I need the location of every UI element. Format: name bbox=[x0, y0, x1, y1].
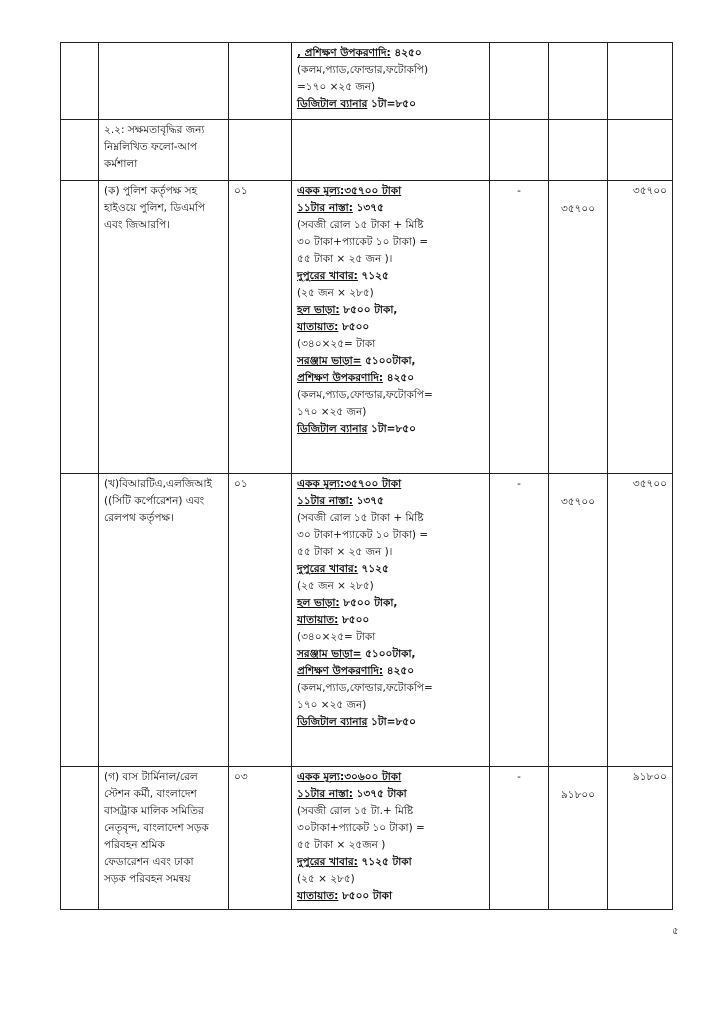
detail-text: ৮৫০০ টাকা bbox=[338, 890, 393, 902]
detail-line bbox=[297, 336, 484, 353]
detail-line bbox=[297, 421, 484, 438]
detail-text: ১টা=৮৫০ bbox=[367, 716, 416, 728]
detail-label: দুপুরের খাবার: bbox=[297, 563, 358, 575]
detail-text: ৮৫০০ bbox=[338, 614, 370, 626]
detail-line bbox=[297, 663, 484, 680]
column-5-cell: - bbox=[490, 474, 549, 767]
detail-line bbox=[297, 404, 484, 421]
detail-line bbox=[297, 888, 484, 905]
detail-line bbox=[297, 646, 484, 663]
detail-line bbox=[297, 578, 484, 595]
detail-line bbox=[297, 476, 484, 493]
description-cell bbox=[99, 474, 229, 767]
column-5-cell bbox=[490, 43, 549, 120]
detail-text: (কলম,প্যাড,ফোল্ডার,ফটোকপি) bbox=[297, 64, 429, 76]
detail-line bbox=[297, 302, 484, 319]
serial-cell bbox=[61, 43, 99, 120]
detail-label: সরঞ্জাম ভাড়া= bbox=[297, 648, 362, 660]
details-cell bbox=[292, 474, 490, 767]
detail-line bbox=[297, 629, 484, 646]
description-line: (গ) বাস টার্মিনাল/রেল bbox=[104, 771, 198, 783]
detail-text: ৭১২৫ bbox=[357, 270, 389, 282]
quantity-cell bbox=[229, 43, 292, 120]
description-line: ২.২: সক্ষমতাবৃদ্ধির জন্য bbox=[104, 124, 205, 136]
budget-table bbox=[60, 42, 673, 910]
description-line: (ক) পুলিশ কর্তৃপক্ষ সহ bbox=[104, 185, 198, 197]
quantity-cell: ০১ bbox=[229, 474, 292, 767]
total-cell bbox=[608, 43, 673, 120]
detail-line bbox=[297, 268, 484, 285]
budget-table-body bbox=[61, 43, 673, 910]
column-6-cell: ৩৫৭০০ bbox=[549, 181, 608, 474]
column-5-cell bbox=[490, 120, 549, 181]
detail-label: দুপুরের খাবার: bbox=[297, 270, 358, 282]
description-line: সড়ক পরিবহন সমন্বয় bbox=[104, 873, 191, 885]
detail-label: ১১টার নাস্তা: bbox=[297, 495, 353, 507]
detail-line bbox=[297, 769, 484, 786]
detail-label: , প্রশিক্ষণ উপকরণাদি: bbox=[297, 47, 391, 59]
table-row bbox=[61, 120, 673, 181]
description-cell bbox=[99, 181, 229, 474]
details-cell bbox=[292, 767, 490, 910]
detail-line bbox=[297, 854, 484, 871]
column-6-cell bbox=[549, 120, 608, 181]
detail-line bbox=[297, 45, 484, 62]
detail-text: ৩০ টাকা+প্যাকেট ১০ টাকা) = bbox=[297, 529, 429, 541]
detail-text: (২৫ জন × ২৮৫) bbox=[297, 580, 374, 592]
detail-text: (৩৪০×২৫= টাকা bbox=[297, 631, 376, 643]
detail-line bbox=[297, 697, 484, 714]
serial-cell bbox=[61, 767, 99, 910]
detail-text: (৩৪০×২৫= টাকা bbox=[297, 338, 376, 350]
detail-label: ডিজিটাল ব্যানার bbox=[297, 98, 368, 110]
detail-text: ৫১০০টাকা, bbox=[361, 648, 416, 660]
description-cell bbox=[99, 767, 229, 910]
detail-line bbox=[297, 680, 484, 697]
detail-text: ১৩৭৫ টাকা bbox=[352, 788, 407, 800]
total-cell: ৩৫৭০০ bbox=[608, 474, 673, 767]
page-number: ৫ bbox=[672, 926, 679, 937]
column-6-cell: ৩৫৭০০ bbox=[549, 474, 608, 767]
detail-label: হল ভাড়া: bbox=[297, 304, 340, 316]
detail-text: (সবজী রোল ১৫ টাকা + মিষ্টি bbox=[297, 512, 424, 524]
description-line: বাসট্রাক মালিক সমিতির bbox=[104, 805, 204, 817]
detail-text: ৪২৫০ bbox=[390, 47, 422, 59]
detail-text: ৭১২৫ bbox=[357, 563, 389, 575]
details-cell bbox=[292, 181, 490, 474]
detail-text: ৫৫ টাকা × ২৫জন ) bbox=[297, 839, 386, 851]
detail-label: যাতায়াত: bbox=[297, 321, 339, 333]
detail-line bbox=[297, 353, 484, 370]
detail-label: হল ভাড়া: bbox=[297, 597, 340, 609]
detail-line bbox=[297, 803, 484, 820]
detail-label: দুপুরের খাবার: bbox=[297, 856, 358, 868]
description-line: নিম্নলিখিত ফলো-আপ bbox=[104, 141, 197, 153]
description-line: ফেডারেশন এবং ঢাকা bbox=[104, 856, 194, 868]
description-line: হাইওয়ে পুলিশ, ডিএমপি bbox=[104, 202, 206, 214]
detail-line bbox=[297, 510, 484, 527]
detail-line bbox=[297, 79, 484, 96]
detail-text: ৮৫০০ টাকা, bbox=[339, 304, 398, 316]
detail-label: ডিজিটাল ব্যানার bbox=[297, 423, 368, 435]
detail-line bbox=[297, 561, 484, 578]
detail-label: প্রশিক্ষণ উপকরণাদি: bbox=[297, 665, 384, 677]
detail-text: ১৭০ ×২৫ জন) bbox=[297, 699, 367, 711]
detail-text: ৩০টাকা+প্যাকেট ১০ টাকা) = bbox=[297, 822, 425, 834]
details-cell bbox=[292, 43, 490, 120]
detail-label: ১১টার নাস্তা: bbox=[297, 202, 353, 214]
detail-text: ৫৫ টাকা × ২৫ জন )। bbox=[297, 253, 393, 265]
detail-line bbox=[297, 183, 484, 200]
detail-text: ৪২৫০ bbox=[383, 665, 415, 677]
column-5-cell: - bbox=[490, 181, 549, 474]
quantity-cell: ০১ bbox=[229, 181, 292, 474]
serial-cell bbox=[61, 181, 99, 474]
column-6-cell: ৯১৮০০ bbox=[549, 767, 608, 910]
detail-label: যাতায়াত: bbox=[297, 890, 339, 902]
details-cell bbox=[292, 120, 490, 181]
description-line: পরিবহন শ্রমিক bbox=[104, 839, 165, 851]
detail-text: ৭১২৫ টাকা bbox=[357, 856, 412, 868]
detail-text: =১৭০ ×২৫ জন) bbox=[297, 81, 376, 93]
detail-line bbox=[297, 62, 484, 79]
detail-label: প্রশিক্ষণ উপকরণাদি: bbox=[297, 372, 384, 384]
description-line: রেলপথ কর্তৃপক্ষ। bbox=[104, 512, 174, 524]
description-line: (খ)বিআরটিএ,এলজিআই bbox=[104, 478, 212, 490]
description-line: স্টেশন কর্মী, বাংলাদেশ bbox=[104, 788, 197, 800]
detail-label: সরঞ্জাম ভাড়া= bbox=[297, 355, 362, 367]
detail-line bbox=[297, 871, 484, 888]
detail-text: (সবজী রোল ১৫ টাকা + মিষ্টি bbox=[297, 219, 424, 231]
detail-text: ৮৫০০ bbox=[338, 321, 370, 333]
column-6-cell bbox=[549, 43, 608, 120]
serial-cell bbox=[61, 120, 99, 181]
quantity-cell bbox=[229, 120, 292, 181]
description-line: ((সিটি কর্পোরেশন) এবং bbox=[104, 495, 205, 507]
detail-text: ১টা=৮৫০ bbox=[367, 98, 416, 110]
detail-line bbox=[297, 493, 484, 510]
total-cell: ৩৫৭০০ bbox=[608, 181, 673, 474]
detail-text: ১৭০ ×২৫ জন) bbox=[297, 406, 367, 418]
detail-text: ১৩৭৫ bbox=[352, 495, 384, 507]
detail-line bbox=[297, 96, 484, 113]
detail-line bbox=[297, 612, 484, 629]
detail-text: (সবজী রোল ১৫ টা.+ মিষ্টি bbox=[297, 805, 414, 817]
detail-text: ৮৫০০ টাকা, bbox=[339, 597, 398, 609]
detail-line bbox=[297, 251, 484, 268]
detail-text: ৫৫ টাকা × ২৫ জন )। bbox=[297, 546, 393, 558]
column-5-cell: - bbox=[490, 767, 549, 910]
detail-line bbox=[297, 595, 484, 612]
detail-line bbox=[297, 714, 484, 731]
table-row bbox=[61, 474, 673, 767]
detail-line bbox=[297, 200, 484, 217]
description-line: এবং জিআরপি। bbox=[104, 219, 170, 231]
detail-label: ডিজিটাল ব্যানার bbox=[297, 716, 368, 728]
detail-line bbox=[297, 370, 484, 387]
detail-line bbox=[297, 544, 484, 561]
detail-line bbox=[297, 527, 484, 544]
detail-text: ৩০ টাকা+প্যাকেট ১০ টাকা) = bbox=[297, 236, 429, 248]
quantity-cell: ০৩ bbox=[229, 767, 292, 910]
description-cell bbox=[99, 120, 229, 181]
detail-line bbox=[297, 837, 484, 854]
total-cell bbox=[608, 120, 673, 181]
detail-label: যাতায়াত: bbox=[297, 614, 339, 626]
detail-line bbox=[297, 786, 484, 803]
description-line: নেতৃবৃন্দ, বাংলাদেশ সড়ক bbox=[104, 822, 209, 834]
detail-label: একক মূল্য:৩৫৭০০ টাকা bbox=[297, 478, 402, 490]
detail-text: (২৫ জন × ২৮৫) bbox=[297, 287, 374, 299]
table-row bbox=[61, 181, 673, 474]
detail-text: ৪২৫০ bbox=[383, 372, 415, 384]
detail-text: ৫১০০টাকা, bbox=[361, 355, 416, 367]
detail-text: ১টা=৮৫০ bbox=[367, 423, 416, 435]
total-cell: ৯১৮০০ bbox=[608, 767, 673, 910]
detail-line bbox=[297, 234, 484, 251]
detail-line bbox=[297, 387, 484, 404]
table-row bbox=[61, 43, 673, 120]
serial-cell bbox=[61, 474, 99, 767]
detail-line bbox=[297, 285, 484, 302]
detail-text: (২৫ × ২৮৫) bbox=[297, 873, 355, 885]
detail-label: একক মূল্য:৩৫৭০০ টাকা bbox=[297, 185, 402, 197]
detail-text: (কলম,প্যাড,ফোল্ডার,ফটোকপি= bbox=[297, 682, 433, 694]
detail-label: ১১টার নাস্তা: bbox=[297, 788, 353, 800]
detail-line bbox=[297, 217, 484, 234]
table-row bbox=[61, 767, 673, 910]
detail-line bbox=[297, 820, 484, 837]
detail-line bbox=[297, 319, 484, 336]
description-cell bbox=[99, 43, 229, 120]
description-line: কর্মশালা bbox=[104, 158, 138, 170]
detail-text: ১৩৭৫ bbox=[352, 202, 384, 214]
detail-label: একক মূল্য:৩০৬০০ টাকা bbox=[297, 771, 402, 783]
detail-text: (কলম,প্যাড,ফোল্ডার,ফটোকপি= bbox=[297, 389, 433, 401]
